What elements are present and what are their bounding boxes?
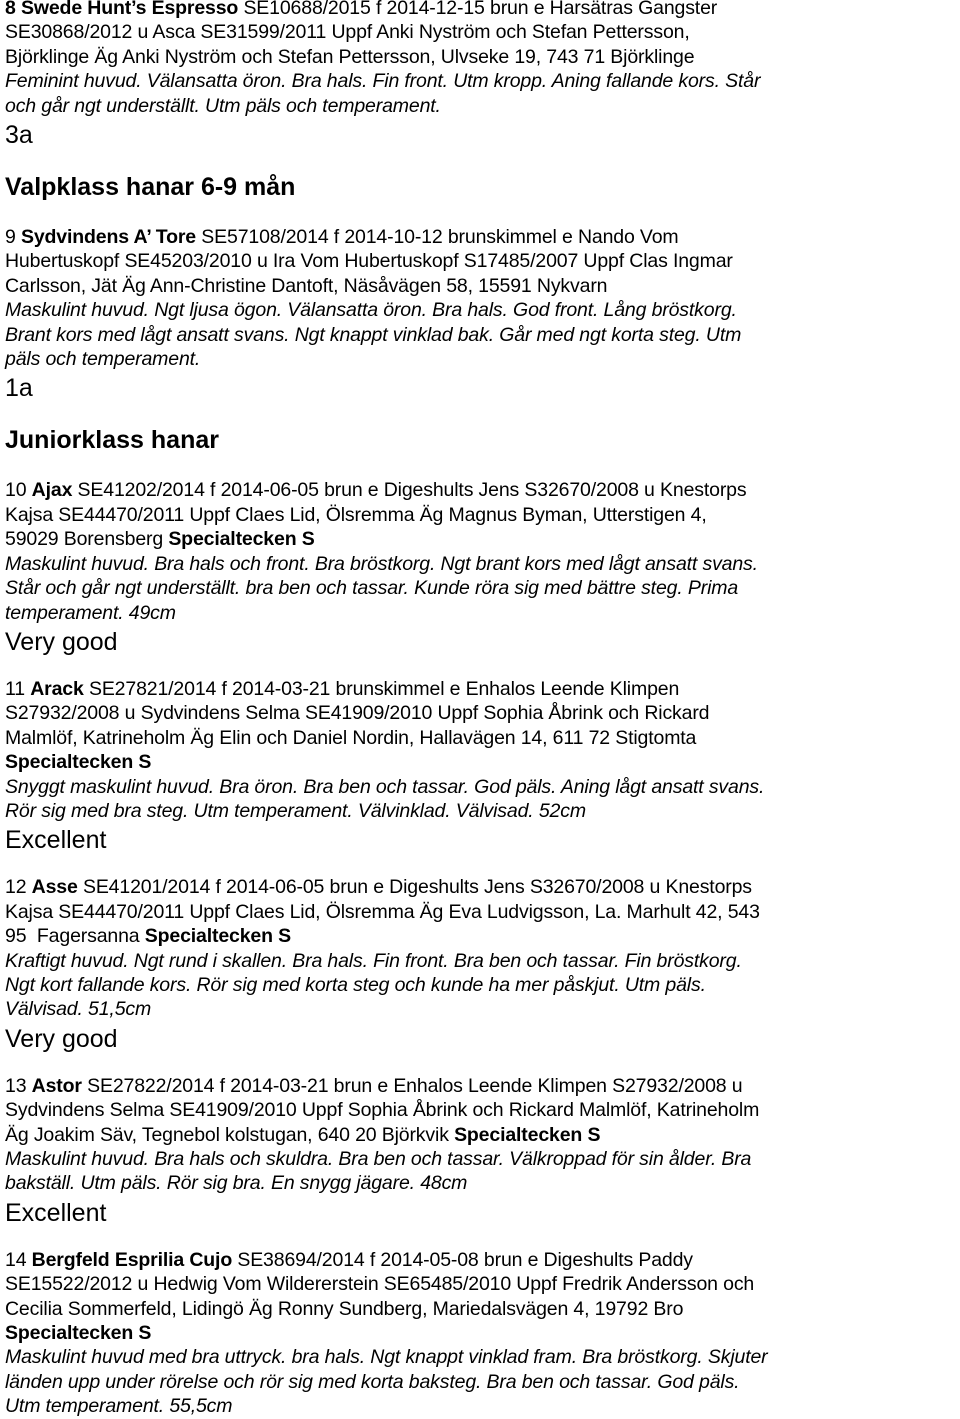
entry-details: SE38694/2014 f 2014-05-08 brun e Digeshults Paddy	[232, 1248, 693, 1271]
entry-details: Cecilia Sommerfeld, Lidingö Äg Ronny Sundberg, Mariedalsvägen 4, 19792 Bro	[5, 1297, 684, 1320]
critique-line: och går ngt underställt. Utm päls och temperament.	[5, 94, 441, 117]
dog-name: Ajax	[31, 479, 73, 502]
entry-line	[5, 225, 957, 249]
entry-number: 14	[5, 1248, 27, 1271]
entry-details: SE30868/2012 u Asca SE31599/2011 Uppf Anki Nyström och Stefan Pettersson,	[5, 21, 690, 44]
dog-name: Bergfeld Esprilia Cujo	[31, 1248, 233, 1271]
dog-entry	[5, 0, 957, 150]
entry-line	[5, 1248, 957, 1272]
entry-details: SE15522/2012 u Hedwig Vom Wildererstein SE65485/2010 Uppf Fredrik Andersson och	[5, 1273, 755, 1296]
class-heading: Juniorklass hanar	[5, 426, 219, 455]
entry-details: Malmlöf, Katrineholm Äg Elin och Daniel Nordin, Hallavägen 14, 611 72 Stigtomta	[5, 726, 697, 749]
entry-line	[5, 478, 957, 502]
special-mark: Specialtecken S	[5, 1322, 152, 1345]
dog-name: Sydvindens A’ Tore	[20, 226, 197, 249]
entry-details: Carlsson, Jät Äg Ann-Christine Dantoft, Näsåvägen 58, 15591 Nykvarn	[5, 274, 608, 297]
dog-entry	[5, 875, 957, 1053]
critique-line: länden upp under rörelse och rör sig med korta baksteg. Bra ben och tassar. God päls.	[5, 1370, 740, 1393]
grade: 1a	[5, 374, 33, 403]
entry-details: Hubertuskopf SE45203/2010 u Ira Vom Hubertuskopf S17485/2007 Uppf Clas Ingmar	[5, 250, 733, 273]
critique-line: Snyggt maskulint huvud. Bra öron. Bra ben och tassar. God päls. Aning lågt ansatt svans.	[5, 775, 765, 798]
critique-line: Utm temperament. 55,5cm	[5, 1395, 233, 1418]
entry-number: 8	[5, 0, 16, 19]
entry-line	[5, 677, 957, 701]
entry-line	[5, 750, 957, 774]
document-page	[5, 0, 957, 1419]
special-mark: Specialtecken S	[5, 751, 152, 774]
dog-entry	[5, 225, 957, 403]
critique-line: Feminint huvud. Välansatta öron. Bra hals. Fin front. Utm kropp. Aning fallande kors. Står	[5, 70, 761, 93]
entry-number: 13	[5, 1074, 27, 1097]
entry-line	[5, 527, 957, 551]
dog-entry	[5, 1248, 957, 1419]
entry-details: SE10688/2015 f 2014-12-15 brun e Harsätras Gangster	[238, 0, 718, 19]
class-heading: Valpklass hanar 6-9 mån	[5, 173, 296, 202]
grade: Very good	[5, 1024, 118, 1053]
entry-line	[5, 1074, 957, 1098]
entry-details: SE41202/2014 f 2014-06-05 brun e Digeshults Jens S32670/2008 u Knestorps	[72, 479, 747, 502]
grade: Excellent	[5, 826, 107, 855]
critique-line: Rör sig med bra steg. Utm temperament. Välvinklad. Välvisad. 52cm	[5, 799, 586, 822]
entry-details: SE27821/2014 f 2014-03-21 brunskimmel e Enhalos Leende Klimpen	[83, 677, 680, 700]
critique-line: Maskulint huvud med bra uttryck. bra hals. Ngt knappt vinklad fram. Bra bröstkorg. Skjuter	[5, 1346, 768, 1369]
entry-details: 95 Fagersanna	[5, 925, 145, 948]
entry-details: SE41201/2014 f 2014-06-05 brun e Digeshults Jens S32670/2008 u Knestorps	[77, 876, 752, 899]
critique-line: Maskulint huvud. Bra hals och skuldra. Bra ben och tassar. Välkroppad för sin ålder. Bra	[5, 1148, 752, 1170]
dog-entry	[5, 677, 957, 855]
entry-details: SE57108/2014 f 2014-10-12 brunskimmel e Nando Vom	[196, 226, 679, 249]
critique-line: Maskulint huvud. Bra hals och front. Bra bröstkorg. Ngt brant kors med lågt ansatt svans.	[5, 552, 758, 575]
dog-entry	[5, 478, 957, 656]
critique-line: temperament. 49cm	[5, 601, 176, 624]
critique-line: bakställ. Utm päls. Rör sig bra. En snygg jägare. 48cm	[5, 1172, 468, 1195]
entry-line	[5, 1123, 957, 1147]
dog-name: Arack	[30, 677, 84, 700]
dog-name: Swede Hunt’s Espresso	[20, 0, 239, 19]
entry-number: 9	[5, 226, 16, 249]
entry-details: Björklinge Äg Anki Nyström och Stefan Pettersson, Ulvseke 19, 743 71 Björklinge	[5, 45, 695, 68]
critique-line: Står och går ngt underställt. bra ben och tassar. Kunde röra sig med bättre steg. Prima	[5, 577, 739, 600]
grade: Very good	[5, 627, 118, 656]
critique-line: Ngt kort fallande kors. Rör sig med korta steg och kunde ha mer påskjut. Utm päls.	[5, 973, 706, 996]
grade: Excellent	[5, 1198, 107, 1227]
critique-line: Maskulint huvud. Ngt ljusa ögon. Välansatta öron. Bra hals. God front. Lång bröstkorg.	[5, 299, 737, 322]
entry-details: Kajsa SE44470/2011 Uppf Claes Lid, Ölsremma Äg Magnus Byman, Utterstigen 4,	[5, 503, 707, 526]
grade: 3a	[5, 121, 33, 150]
entry-details: Äg Joakim Säv, Tegnebol kolstugan, 640 20 Björkvik	[5, 1123, 455, 1146]
entry-details: Sydvindens Selma SE41909/2010 Uppf Sophia Åbrink och Rickard Malmlöf, Katrineholm	[5, 1099, 760, 1122]
special-mark: Specialtecken S	[168, 528, 315, 551]
entry-number: 12	[5, 876, 27, 899]
entry-line	[5, 1321, 957, 1345]
entry-number: 10	[5, 479, 27, 502]
entry-details: Kajsa SE44470/2011 Uppf Claes Lid, Ölsremma Äg Eva Ludvigsson, La. Marhult 42, 543	[5, 900, 760, 923]
dog-entry	[5, 1074, 957, 1228]
entry-details: S27932/2008 u Sydvindens Selma SE41909/2010 Uppf Sophia Åbrink och Rickard	[5, 702, 710, 725]
dog-name: Asse	[31, 876, 78, 899]
critique-line: Kraftigt huvud. Ngt rund i skallen. Bra hals. Fin front. Bra ben och tassar. Fin bröstkorg.	[5, 949, 742, 972]
entry-line	[5, 875, 957, 899]
special-mark: Specialtecken S	[144, 925, 292, 948]
dog-name: Astor	[31, 1074, 82, 1097]
entry-line	[5, 924, 957, 948]
entry-number: 11	[5, 677, 25, 700]
entry-details: SE27822/2014 f 2014-03-21 brun e Enhalos Leende Klimpen S27932/2008 u	[81, 1074, 743, 1097]
entry-line	[5, 0, 957, 20]
critique-line: päls och temperament.	[5, 348, 201, 371]
entry-details: 59029 Borensberg	[5, 528, 169, 551]
critique-line: Välvisad. 51,5cm	[5, 998, 152, 1021]
special-mark: Specialtecken S	[454, 1123, 601, 1146]
critique-line: Brant kors med lågt ansatt svans. Ngt knappt vinklad bak. Går med ngt korta steg. Utm	[5, 323, 742, 346]
